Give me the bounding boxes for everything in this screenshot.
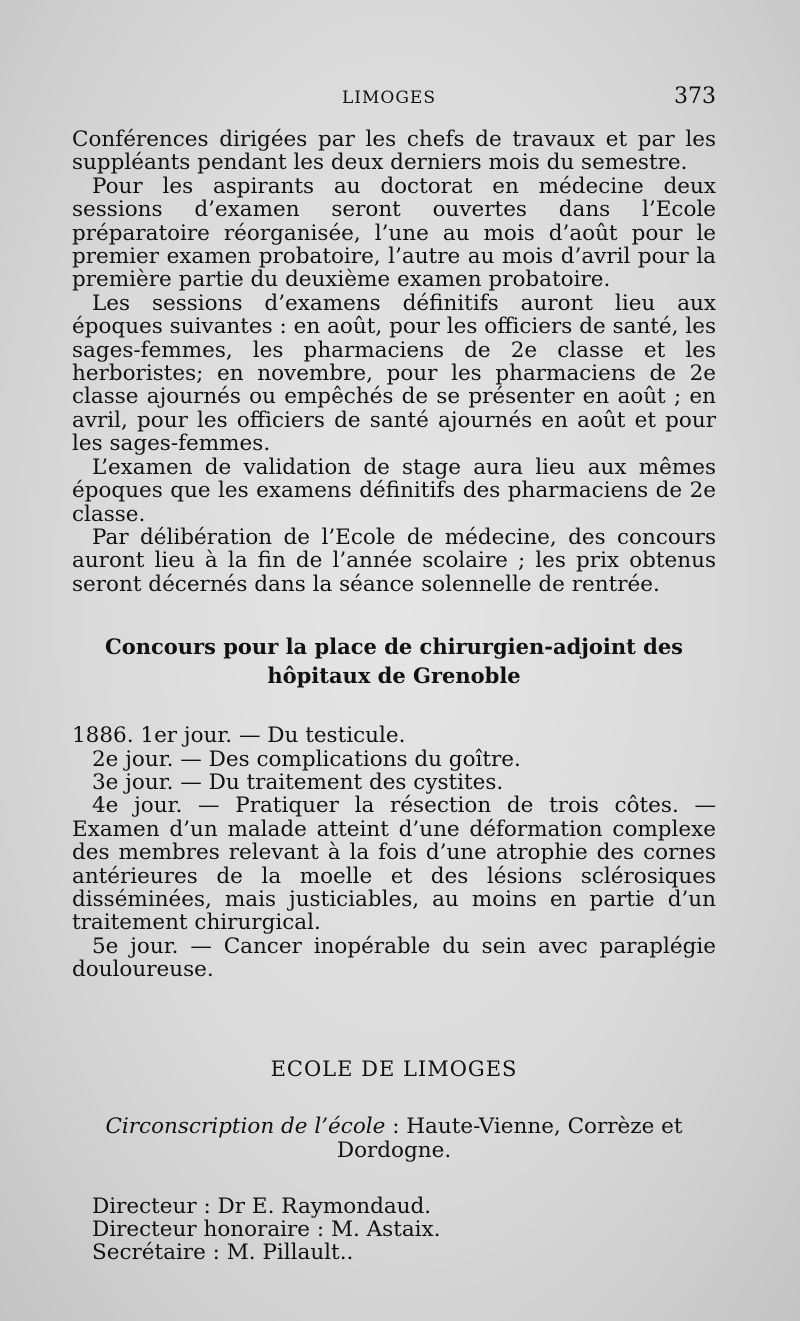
running-head: LIMOGES: [342, 88, 436, 108]
list-item: 1886. 1er jour. — Du testicule.: [72, 723, 406, 749]
list-item: 5e jour. — Cancer inopérable du sein avec paraplégie douloureuse.: [72, 933, 716, 983]
page-header: [72, 86, 716, 116]
page-body: [72, 128, 716, 1264]
circumscription: [72, 1115, 716, 1163]
section-title: Concours pour la place de chirurgien-adjoint des hôpitaux de Grenoble: [104, 634, 683, 689]
school-title: ECOLE DE LIMOGES: [270, 1056, 518, 1081]
paragraph: Pour les aspirants au doctorat en médecine deux sessions d’examen seront ouvertes dans l’Ecole préparatoire réorganisée, l’une au mois d’août pour le premier examen probatoire, l’autre au mois d’avril pour la première partie du deuxième examen probatoire.: [72, 173, 716, 293]
competition-list: [72, 724, 716, 981]
paragraph: L’examen de validation de stage aura lieu aux mêmes époques que les examens définitifs des pharmaciens de 2e classe.: [72, 454, 716, 527]
paragraph: Conférences dirigées par les chefs de travaux et par les suppléants pendant les deux derniers mois du semestre.: [72, 127, 716, 176]
circumscription-value: : Haute-Vienne, Corrèze et Dordogne.: [336, 1114, 683, 1163]
list-item: 3e jour. — Du traitement des cystites.: [92, 769, 504, 795]
staff-item: Directeur honoraire : M. Astaix.: [92, 1217, 441, 1242]
staff-item: Directeur : Dr E. Raymondaud.: [92, 1194, 432, 1219]
list-item: 4e jour. — Pratiquer la résection de trois côtes. — Examen d’un malade atteint d’une déformation complexe des membres relevant à la fois d’une atrophie des cornes antérieures de la moelle et des lésions sclérosiques disséminées, mais justiciables, au moins en partie d’un traitement chirurgical.: [72, 793, 716, 936]
staff-list: [72, 1195, 716, 1264]
list-item: 2e jour. — Des complications du goître.: [92, 746, 521, 772]
circumscription-label: Circonscription de l’école: [105, 1114, 386, 1139]
paragraph: Par délibération de l’Ecole de médecine, des concours auront lieu à la fin de l’année scolaire ; les prix obtenus seront décernés dans la séance solennelle de rentrée.: [72, 524, 716, 597]
staff-item: Secrétaire : M. Pillault..: [92, 1240, 354, 1265]
paragraph: Les sessions d’examens définitifs auront lieu aux époques suivantes : en août, pour les officiers de santé, les sages-femmes, les pharmaciens de 2e classe et les herboristes; en novembre, pour les pharmaciens de 2e classe ajournés ou empêchés de se présenter en août ; en avril, pour les officiers de santé ajournés en août et pour les sages-femmes.: [72, 290, 716, 457]
page-number: 373: [674, 84, 716, 109]
